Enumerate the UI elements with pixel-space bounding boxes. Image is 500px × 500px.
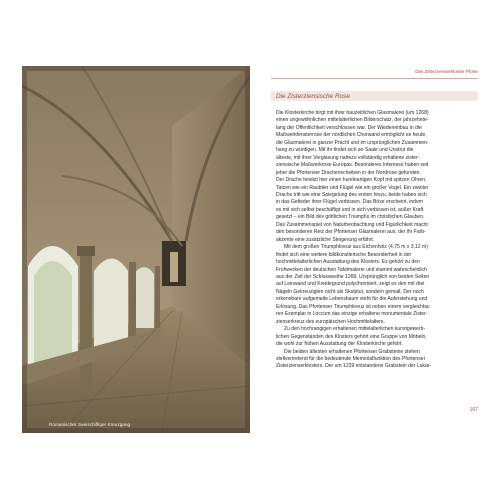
text-line: den besonderen Reiz der Pfortenser Glasmalerei aus, der ihr Farb- — [276, 229, 426, 236]
text-line: akzente eine zusätzliche Steigerung erfährt. — [276, 236, 375, 243]
text-line: Die Klosterkirche birgt mit ihrer bauzeitlichen Glasmalerei (um 1268) — [276, 110, 429, 116]
text-line: stellvertretend für die bedeutende Memorialfunktion des Pfortenser — [276, 355, 426, 362]
text-line: einen ungewöhnlichen mittelalterlichen Bilderschatz, der jahrzehnte- — [276, 117, 429, 124]
body-text — [276, 110, 476, 371]
text-line: Frühwerken der deutschen Tafelmalerei und stammt wahrscheinlich — [276, 266, 427, 273]
text-line: hochmittelalterlichen Ausstattung des Klosters. Es gehört zu den — [276, 259, 420, 266]
text-line: älteste, mit ihrer Verglasung nahezu vollständig erhaltene zister- — [276, 154, 420, 161]
text-line: es mit sich selbst beschäftigt und in sich verbissen ist, außer Kraft — [276, 206, 424, 213]
section-title: Die Zisterziensische Rose — [276, 93, 350, 100]
text-line: auf Leinwand und Kreidegrund polychromiert, zeigt es den mit drei — [276, 281, 425, 288]
running-head: Das Zisterzienserkloster Pforte — [415, 69, 478, 74]
text-line: Die beiden ältesten erhaltenen Pfortenser Grabsteine stehen — [284, 348, 420, 355]
cloister-photo — [22, 66, 250, 433]
text-line: findet sich eine weitere bildkünstlerische Besonderheit in der — [276, 251, 412, 258]
photo-caption: Romanischer zweischiffiger Kreuzgang — [49, 422, 131, 427]
text-line: jeher die Pfortenser Drachenscheiben in der Nordrose gefunden. — [276, 169, 421, 176]
text-line: ziensische Maßwerkrose Europas. Besonderes Interesse haben seit — [276, 162, 429, 169]
text-line: Das Zusammenspiel von Naturbeobachtung und Figürlichkeit macht — [276, 221, 428, 228]
text-line: Erlösung. Das Pfortenser Triumphkreuz ist neben einem vergleichba- — [276, 303, 431, 310]
page-number: 167 — [469, 407, 478, 413]
text-line: Nägeln Gekreuzigten nicht als Skulptur, sondern gemalt. Der noch — [276, 288, 424, 295]
cloister-illustration — [22, 66, 250, 433]
text-line: die Glasmalerei in ganzer Pracht und im ursprünglichen Zusammen- — [276, 139, 429, 146]
text-line: Der Drache besitzt hier einen hundeartigen Kopf mit spitzen Ohren, — [276, 177, 427, 184]
text-line: in das Gefieder ihrer Flügel verbissen. Das Böse erscheint, indem — [276, 199, 423, 206]
text-line: die wohl zur frühen Ausstattung der Klosterkirche gehört. — [276, 341, 403, 348]
text-line: erkennbare aufgemalte Lebensbaum steht für die Auferstehung und — [276, 296, 428, 303]
running-head-rule — [271, 78, 478, 79]
text-line: Maßwerkfensterrose der nördlichen Chorwand ermöglicht es heute, — [276, 132, 427, 139]
text-line: ren Exemplar in Loccum das einzige erhaltene monumentale Zister- — [276, 311, 428, 318]
text-line: Zu den hochrangigen erhaltenen mittelalterlichen kunstgewerb- — [284, 326, 426, 333]
text-line: Zisterzienserklosters. Der um 1239 entstandene Grabstein der Lukar- — [276, 363, 432, 370]
text-line: lang der Öffentlichkeit verschlossen war. Der Wiedereinbau in die — [276, 124, 422, 131]
text-line: lichen Gegenständen des Klosters gehört eine Gruppe von Möbeln, — [276, 333, 427, 340]
text-line: Mit dem großen Triumphkreuz aus Eichenholz (4,75 m x 3,12 m) — [284, 244, 428, 251]
text-line: Drache tritt wie eine Spiegelung des ersten hinzu, beide haben sich — [276, 191, 427, 198]
text-line: gesetzt – ein Bild des göttlichen Triumphs im christlichen Glauben. — [276, 214, 425, 221]
text-line: Tatzen wie ein Raubtier und Flügel wie ein großer Vogel. Ein zweiter — [276, 184, 429, 191]
text-line: hang zu würdigen. Mit ihr findet sich an Saale und Unstrut die — [276, 147, 414, 154]
text-line: zienserkreuz des europäischen Hochmittelalters. — [276, 318, 385, 325]
text-line: aus der Zeit der Schlussweihe 1268. Ursprünglich von beiden Seiten — [276, 273, 430, 280]
